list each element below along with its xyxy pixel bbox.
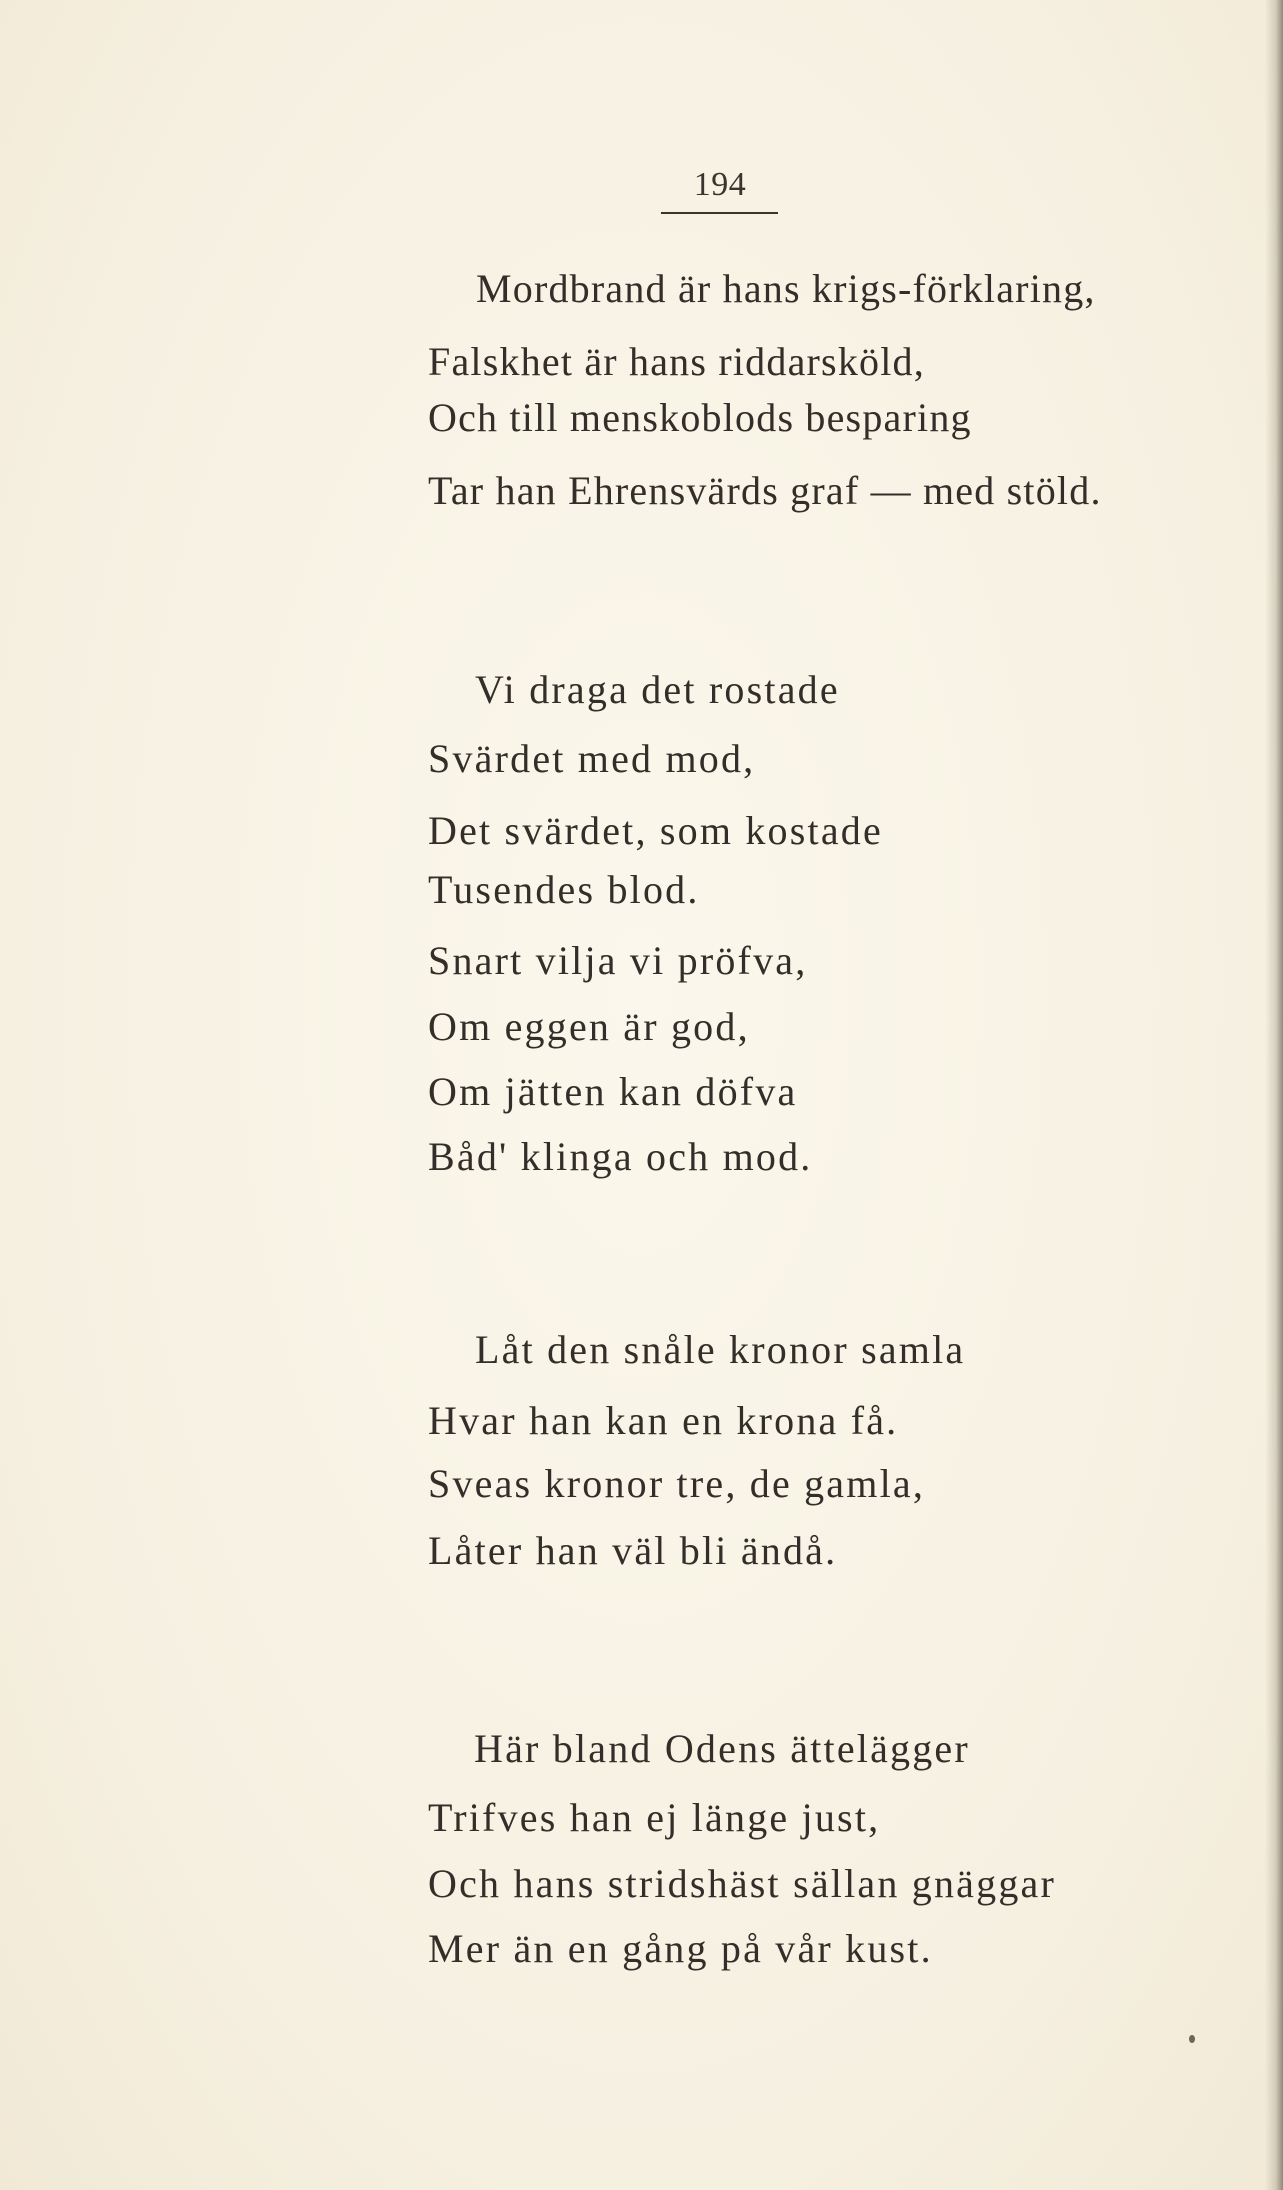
stanza-2-line-6: Om eggen är god,	[428, 1004, 750, 1049]
stanza-2-line-8: Båd' klinga och mod.	[428, 1134, 813, 1179]
stanza-4-line-4: Mer än en gång på vår kust.	[428, 1926, 933, 1971]
ink-speck	[1189, 2035, 1195, 2043]
stanza-2-line-2: Svärdet med mod,	[428, 736, 756, 781]
page-edge-shadow	[1265, 0, 1283, 2190]
stanza-3-line-1: Låt den snåle kronor samla	[475, 1327, 966, 1372]
stanza-1-line-1: Mordbrand är hans krigs-förklaring,	[476, 266, 1096, 311]
stanza-3-line-3: Sveas kronor tre, de gamla,	[428, 1461, 926, 1506]
stanza-3-line-4: Låter han väl bli ändå.	[428, 1528, 838, 1573]
stanza-2-line-1: Vi draga det rostade	[475, 667, 840, 712]
stanza-1-line-3: Och till menskoblods besparing	[428, 395, 972, 440]
stanza-1-line-4: Tar han Ehrensvärds graf — med stöld.	[428, 468, 1102, 513]
stanza-2-line-4: Tusendes blod.	[428, 867, 700, 912]
stanza-4-line-2: Trifves han ej länge just,	[428, 1795, 881, 1840]
stanza-4-line-1: Här bland Odens ättelägger	[474, 1726, 970, 1771]
page-number-rule	[661, 212, 778, 214]
stanza-2-line-3: Det svärdet, som kostade	[428, 808, 883, 853]
page-number: 194	[693, 166, 747, 203]
stanza-3-line-2: Hvar han kan en krona få.	[428, 1398, 899, 1443]
stanza-1-line-2: Falskhet är hans riddarsköld,	[428, 339, 925, 384]
stanza-2-line-5: Snart vilja vi pröfva,	[428, 938, 808, 983]
stanza-4-line-3: Och hans stridshäst sällan gnäggar	[428, 1861, 1057, 1906]
stanza-2-line-7: Om jätten kan döfva	[428, 1069, 798, 1114]
